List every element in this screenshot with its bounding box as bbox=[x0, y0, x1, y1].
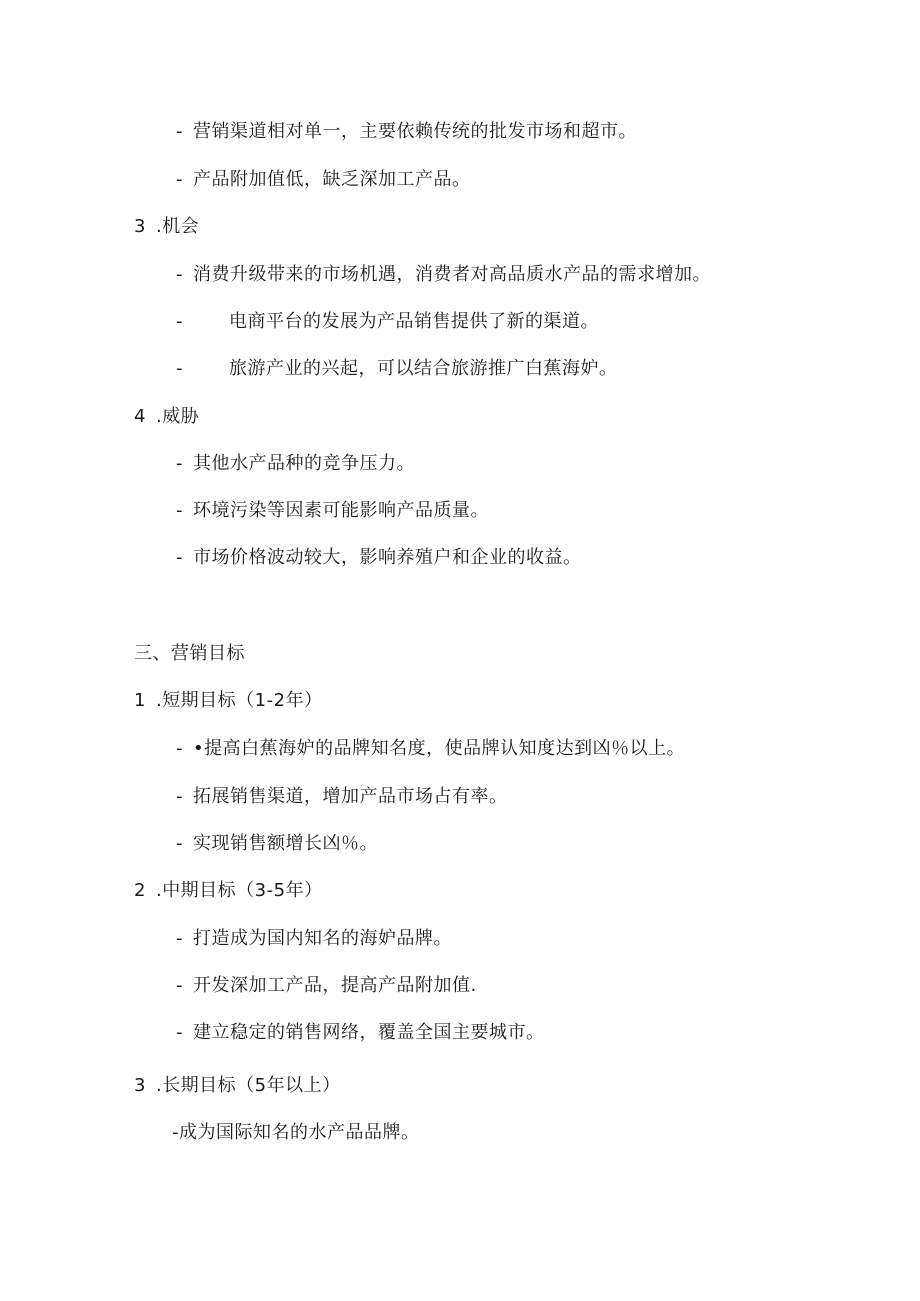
section-heading-marketing-goals: 三、营销目标 bbox=[134, 643, 245, 664]
list-item-text: 建立稳定的销售网络，覆盖全国主要城市。 bbox=[193, 1022, 545, 1043]
subsection-heading-mid-term bbox=[134, 879, 323, 903]
list-item bbox=[176, 310, 599, 334]
dash-bullet: - bbox=[176, 928, 183, 949]
list-item bbox=[176, 168, 471, 192]
heading-separator: . bbox=[155, 880, 163, 901]
list-item-text: 其他水产品种的竞争压力。 bbox=[193, 453, 415, 474]
section-heading-opportunities bbox=[134, 215, 199, 239]
dash-bullet: - bbox=[176, 833, 183, 854]
heading-number: 3 bbox=[134, 1075, 146, 1096]
list-item-text: •提高白蕉海妒的品牌知名度，使品牌认知度达到凶％以上。 bbox=[193, 738, 686, 759]
dash-bullet: - bbox=[176, 975, 183, 996]
list-item-text: 消费升级带来的市场机遇，消费者对高品质水产品的需求增加。 bbox=[193, 264, 711, 285]
heading-title: 短期目标（1-2年） bbox=[162, 690, 323, 711]
dash-bullet: - bbox=[176, 264, 183, 285]
list-item bbox=[176, 737, 685, 761]
list-item-text: 营销渠道相对单一，主要依赖传统的批发市场和超市。 bbox=[193, 121, 637, 142]
dash-bullet: - bbox=[176, 358, 183, 379]
heading-number: 1 bbox=[134, 690, 146, 711]
list-item bbox=[176, 263, 711, 287]
list-item-text: 拓展销售渠道，增加产品市场占有率。 bbox=[193, 786, 508, 807]
dash-bullet: - bbox=[176, 547, 183, 568]
dash-bullet: - bbox=[172, 1122, 179, 1143]
list-item-text: 实现销售额增长凶％。 bbox=[193, 833, 378, 854]
list-item bbox=[176, 927, 452, 951]
list-item bbox=[176, 974, 477, 998]
list-item-text: 旅游产业的兴起，可以结合旅游推广白蕉海妒。 bbox=[229, 358, 618, 379]
list-item bbox=[176, 499, 489, 523]
list-item-text: 打造成为国内知名的海妒品牌。 bbox=[193, 928, 452, 949]
dash-bullet: - bbox=[176, 121, 183, 142]
heading-separator: . bbox=[155, 406, 163, 427]
dash-bullet: - bbox=[176, 786, 183, 807]
list-item-text: 成为国际知名的水产品品牌。 bbox=[179, 1122, 420, 1143]
subsection-heading-long-term bbox=[134, 1074, 341, 1098]
heading-separator: . bbox=[155, 690, 163, 711]
list-item-text: 电商平台的发展为产品销售提供了新的渠道。 bbox=[229, 311, 599, 332]
dash-bullet: - bbox=[176, 311, 183, 332]
list-item bbox=[176, 832, 378, 856]
list-item bbox=[172, 1121, 420, 1145]
list-item-text: 市场价格波动较大，影响养殖户和企业的收益。 bbox=[193, 547, 582, 568]
dash-bullet: - bbox=[176, 453, 183, 474]
heading-title: 中期目标（3-5年） bbox=[162, 880, 323, 901]
list-item bbox=[176, 357, 618, 381]
heading-title: 机会 bbox=[162, 216, 200, 237]
list-item-text: 产品附加值低，缺乏深加工产品。 bbox=[193, 169, 471, 190]
heading-title: 长期目标（5年以上） bbox=[162, 1075, 341, 1096]
heading-number: 3 bbox=[134, 216, 146, 237]
heading-number: 4 bbox=[134, 406, 146, 427]
dash-bullet: - bbox=[176, 1022, 183, 1043]
subsection-heading-short-term bbox=[134, 689, 323, 713]
list-item bbox=[176, 785, 508, 809]
dash-bullet: - bbox=[176, 500, 183, 521]
dash-bullet: - bbox=[176, 169, 183, 190]
list-item bbox=[176, 120, 637, 144]
list-item bbox=[176, 546, 582, 570]
section-heading-threats bbox=[134, 405, 199, 429]
dash-bullet: - bbox=[176, 738, 183, 759]
heading-separator: . bbox=[155, 216, 163, 237]
list-item-text: 环境污染等因素可能影响产品质量。 bbox=[193, 500, 489, 521]
heading-separator: . bbox=[155, 1075, 163, 1096]
list-item-text: 开发深加工产品，提高产品附加值. bbox=[193, 975, 477, 996]
list-item bbox=[176, 452, 415, 476]
heading-title: 威胁 bbox=[162, 406, 200, 427]
heading-number: 2 bbox=[134, 880, 146, 901]
list-item bbox=[176, 1021, 545, 1045]
